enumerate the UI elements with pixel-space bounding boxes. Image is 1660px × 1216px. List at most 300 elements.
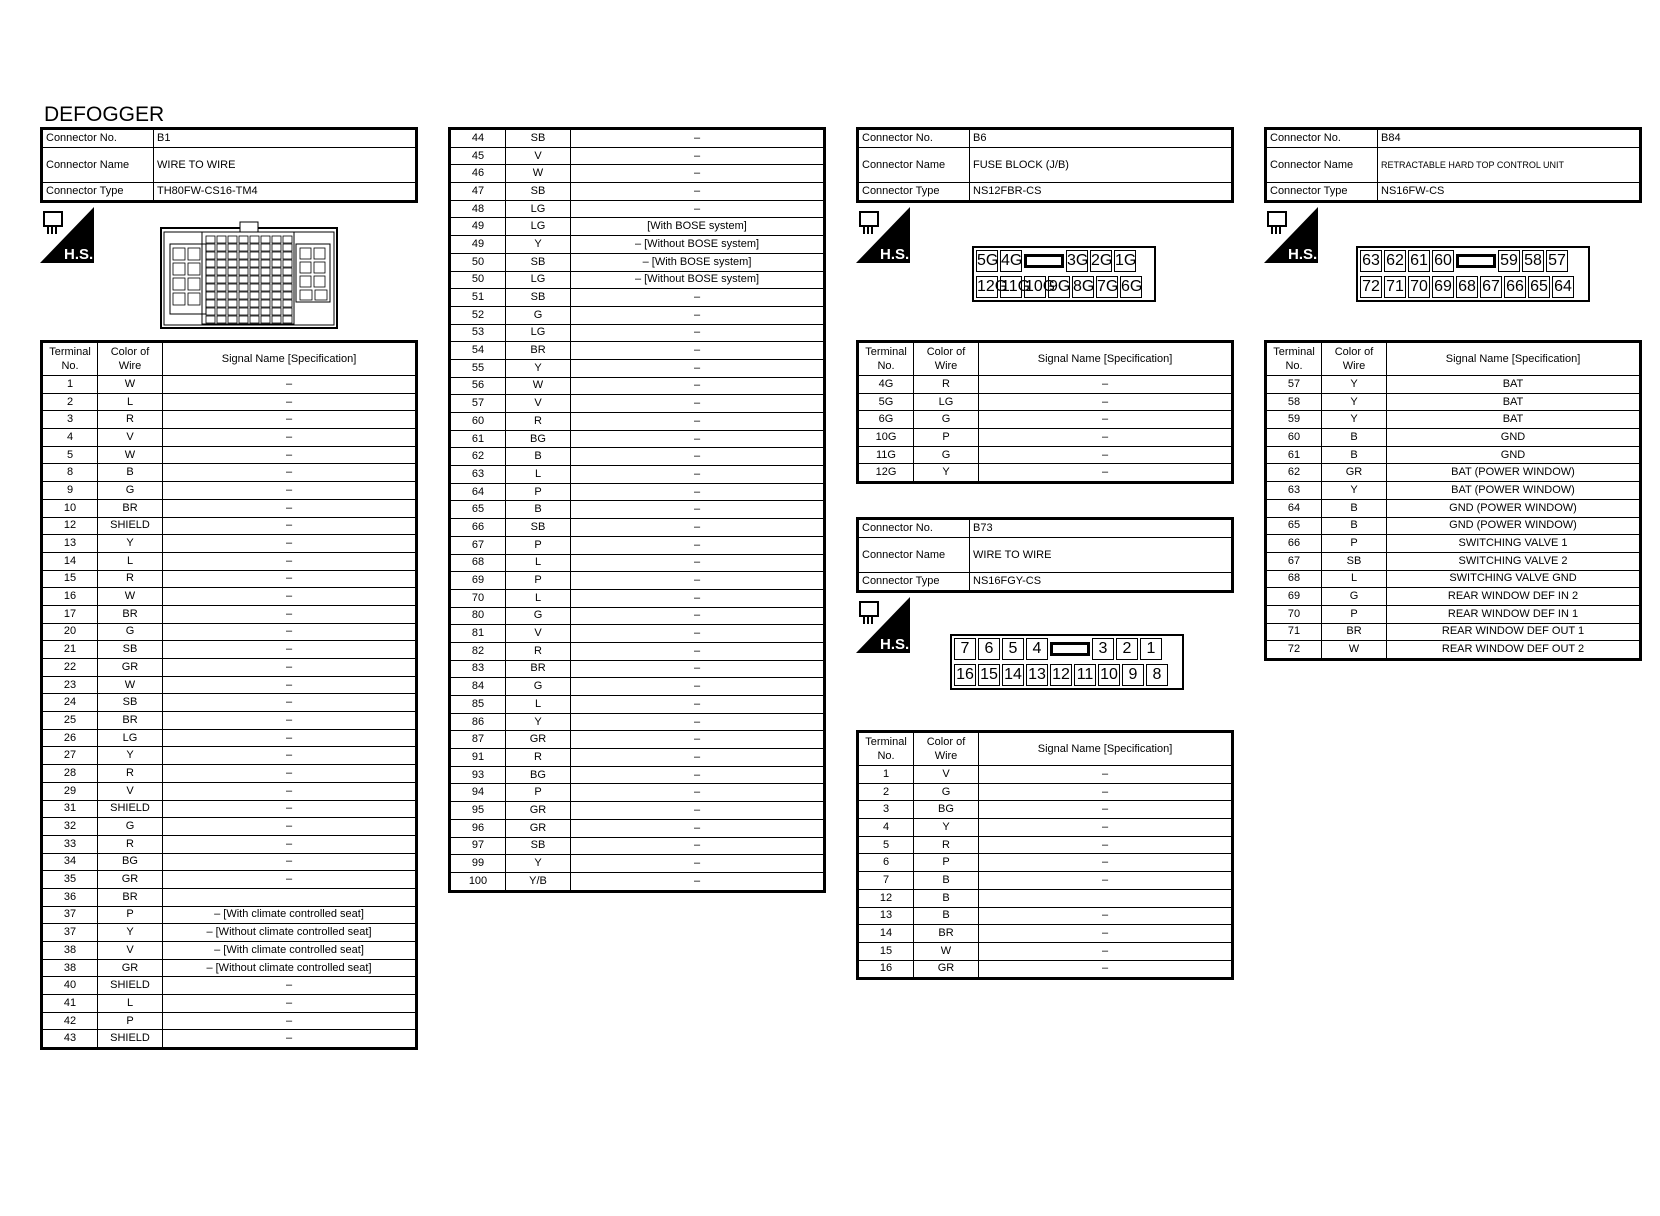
signal-cell: – — [571, 359, 825, 377]
signal-cell: – — [571, 342, 825, 360]
terminal-cell: 64 — [450, 483, 506, 501]
color-cell: W — [1322, 641, 1387, 660]
table-row — [42, 676, 417, 694]
color-cell: G — [98, 818, 163, 836]
terminal-cell: 53 — [450, 324, 506, 342]
table-row — [450, 466, 825, 484]
terminal-cell: 15 — [858, 942, 914, 960]
table-row — [42, 729, 417, 747]
color-header: Color of Wire — [1322, 342, 1387, 376]
terminal-cell: 20 — [42, 623, 98, 641]
color-cell: L — [506, 589, 571, 607]
terminal-cell: 87 — [450, 731, 506, 749]
table-row — [858, 464, 1233, 483]
connector-pin: 9 — [1122, 664, 1144, 686]
color-cell: B — [914, 907, 979, 925]
connector-lock — [1024, 254, 1064, 268]
signal-cell: – — [163, 623, 417, 641]
color-cell: Y — [914, 819, 979, 837]
table-row — [858, 801, 1233, 819]
signal-cell: – — [571, 696, 825, 714]
table-row — [450, 749, 825, 767]
b73-terminal-table — [856, 730, 1234, 980]
connector-pin: 6 — [978, 638, 1000, 660]
connector-pin: 2G — [1090, 250, 1112, 272]
terminal-cell: 63 — [1266, 482, 1322, 500]
conn-no-label: Connector No. — [858, 129, 970, 148]
signal-cell: REAR WINDOW DEF OUT 1 — [1387, 623, 1641, 641]
b84-info-table — [1264, 127, 1642, 203]
table-row — [450, 572, 825, 590]
color-header: Color of Wire — [98, 342, 163, 376]
color-cell: BG — [914, 801, 979, 819]
b1-type: TH80FW-CS16-TM4 — [154, 183, 417, 202]
signal-cell: – — [571, 642, 825, 660]
color-cell: B — [1322, 499, 1387, 517]
terminal-cell: 47 — [450, 183, 506, 201]
terminal-cell: 46 — [450, 165, 506, 183]
terminal-cell: 7 — [858, 872, 914, 890]
signal-cell: – — [571, 501, 825, 519]
table-row — [450, 218, 825, 236]
signal-cell: – — [163, 517, 417, 535]
terminal-cell: 62 — [450, 448, 506, 466]
terminal-cell: 40 — [42, 977, 98, 995]
terminal-cell: 57 — [1266, 376, 1322, 394]
table-row — [42, 995, 417, 1013]
color-cell: SHIELD — [98, 517, 163, 535]
signal-cell: – — [163, 765, 417, 783]
signal-cell: – — [571, 165, 825, 183]
b1-connector-diagram — [160, 220, 338, 332]
color-cell: Y — [98, 747, 163, 765]
conn-no-label: Connector No. — [1266, 129, 1378, 148]
color-cell: R — [98, 765, 163, 783]
table-row — [42, 871, 417, 889]
connector-pin: 13 — [1026, 664, 1048, 686]
color-cell: G — [506, 306, 571, 324]
terminal-cell: 4 — [42, 429, 98, 447]
color-cell: SHIELD — [98, 977, 163, 995]
color-cell: SHIELD — [98, 800, 163, 818]
color-cell: W — [914, 942, 979, 960]
signal-header: Signal Name [Specification] — [1387, 342, 1641, 376]
table-row — [42, 924, 417, 942]
table-row — [450, 678, 825, 696]
terminal-cell: 71 — [1266, 623, 1322, 641]
b1-no: B1 — [154, 129, 417, 148]
conn-no-label: Connector No. — [858, 519, 970, 538]
signal-cell: – — [163, 1012, 417, 1030]
table-row — [450, 501, 825, 519]
table-row — [1266, 535, 1641, 553]
connector-pin: 61 — [1408, 250, 1430, 272]
table-row — [858, 889, 1233, 907]
terminal-cell: 68 — [450, 554, 506, 572]
table-row — [42, 888, 417, 906]
table-row — [42, 641, 417, 659]
signal-cell: – — [571, 536, 825, 554]
signal-cell: – — [571, 430, 825, 448]
color-cell: W — [506, 165, 571, 183]
terminal-cell: 66 — [1266, 535, 1322, 553]
terminal-cell: 63 — [450, 466, 506, 484]
table-row — [450, 413, 825, 431]
signal-cell: – — [163, 800, 417, 818]
b84-type: NS16FW-CS — [1378, 183, 1641, 202]
table-row — [450, 129, 825, 148]
color-cell: P — [914, 854, 979, 872]
terminal-cell: 12G — [858, 464, 914, 483]
color-cell: BG — [98, 853, 163, 871]
table-row — [858, 783, 1233, 801]
connector-pin: 65 — [1528, 276, 1550, 298]
signal-cell: – [With climate controlled seat] — [163, 942, 417, 960]
terminal-cell: 80 — [450, 607, 506, 625]
terminal-cell: 67 — [1266, 552, 1322, 570]
table-row — [450, 589, 825, 607]
color-cell: SB — [506, 289, 571, 307]
signal-cell: – — [979, 783, 1233, 801]
table-row — [42, 499, 417, 517]
connector-pin: 5 — [1002, 638, 1024, 660]
color-cell: V — [98, 942, 163, 960]
terminal-cell: 12 — [42, 517, 98, 535]
color-cell: SB — [506, 837, 571, 855]
signal-cell: – — [163, 393, 417, 411]
table-row — [450, 855, 825, 873]
terminal-cell: 21 — [42, 641, 98, 659]
table-row — [450, 448, 825, 466]
connector-pin: 7 — [954, 638, 976, 660]
table-row — [858, 942, 1233, 960]
signal-cell: SWITCHING VALVE 1 — [1387, 535, 1641, 553]
harness-side-icon — [856, 207, 910, 263]
connector-pin: 67 — [1480, 276, 1502, 298]
connector-pin: 5G — [976, 250, 998, 272]
signal-cell: – — [571, 129, 825, 148]
color-cell: GR — [98, 871, 163, 889]
b73-info-table — [856, 517, 1234, 593]
color-cell: L — [506, 466, 571, 484]
b73-connector-face — [950, 634, 1184, 690]
terminal-cell: 23 — [42, 676, 98, 694]
signal-cell: – — [163, 712, 417, 730]
signal-cell: – — [163, 535, 417, 553]
signal-cell: – — [571, 607, 825, 625]
color-cell: BR — [506, 342, 571, 360]
table-row — [42, 659, 417, 677]
harness-side-icon — [856, 597, 910, 653]
color-cell: SB — [98, 641, 163, 659]
color-cell: Y/B — [506, 872, 571, 891]
signal-cell: – — [979, 942, 1233, 960]
table-row — [42, 765, 417, 783]
conn-name-label: Connector Name — [858, 538, 970, 573]
color-cell: R — [98, 570, 163, 588]
color-cell: GR — [98, 659, 163, 677]
signal-cell: REAR WINDOW DEF IN 2 — [1387, 588, 1641, 606]
terminal-cell: 93 — [450, 766, 506, 784]
b1-terminal-table-2 — [448, 127, 826, 893]
terminal-header: Terminal No. — [1266, 342, 1322, 376]
terminal-cell: 24 — [42, 694, 98, 712]
color-cell: V — [98, 782, 163, 800]
signal-cell: – — [979, 925, 1233, 943]
connector-pin: 63 — [1360, 250, 1382, 272]
table-row — [42, 800, 417, 818]
color-cell: LG — [914, 393, 979, 411]
color-cell: Y — [506, 713, 571, 731]
terminal-cell: 35 — [42, 871, 98, 889]
signal-cell: – [Without BOSE system] — [571, 271, 825, 289]
table-row — [1266, 411, 1641, 429]
color-cell: G — [914, 411, 979, 429]
conn-type-label: Connector Type — [42, 183, 154, 202]
color-cell: B — [914, 872, 979, 890]
signal-cell: – — [571, 519, 825, 537]
connector-pin: 4G — [1000, 250, 1022, 272]
b84-name: RETRACTABLE HARD TOP CONTROL UNIT — [1378, 148, 1641, 183]
connector-pin: 69 — [1432, 276, 1454, 298]
terminal-cell: 66 — [450, 519, 506, 537]
signal-cell: – — [571, 466, 825, 484]
color-cell: LG — [506, 218, 571, 236]
terminal-cell: 42 — [42, 1012, 98, 1030]
signal-cell: – [Without climate controlled seat] — [163, 924, 417, 942]
table-row — [858, 925, 1233, 943]
terminal-cell: 96 — [450, 819, 506, 837]
signal-cell: – — [571, 413, 825, 431]
table-row — [42, 446, 417, 464]
signal-cell: – — [979, 376, 1233, 394]
signal-cell: – — [979, 464, 1233, 483]
color-cell: L — [98, 552, 163, 570]
terminal-cell: 10 — [42, 499, 98, 517]
terminal-cell: 27 — [42, 747, 98, 765]
signal-cell: – — [979, 960, 1233, 979]
terminal-cell: 44 — [450, 129, 506, 148]
table-row — [450, 713, 825, 731]
color-cell: G — [914, 446, 979, 464]
table-row — [450, 147, 825, 165]
b6-name: FUSE BLOCK (J/B) — [970, 148, 1233, 183]
color-cell: V — [506, 625, 571, 643]
conn-name-label: Connector Name — [858, 148, 970, 183]
terminal-cell: 95 — [450, 802, 506, 820]
connector-pin: 59 — [1498, 250, 1520, 272]
signal-cell: – — [571, 448, 825, 466]
table-row — [450, 306, 825, 324]
color-cell: Y — [1322, 393, 1387, 411]
table-row — [450, 395, 825, 413]
terminal-cell: 84 — [450, 678, 506, 696]
terminal-cell: 67 — [450, 536, 506, 554]
signal-cell: – — [163, 729, 417, 747]
table-row — [450, 837, 825, 855]
color-cell: BR — [98, 499, 163, 517]
signal-cell: – — [571, 324, 825, 342]
color-cell: SB — [506, 253, 571, 271]
terminal-cell: 61 — [450, 430, 506, 448]
color-cell: Y — [1322, 482, 1387, 500]
terminal-cell: 62 — [1266, 464, 1322, 482]
terminal-cell: 5 — [858, 836, 914, 854]
conn-type-label: Connector Type — [858, 183, 970, 202]
terminal-cell: 26 — [42, 729, 98, 747]
table-row — [450, 784, 825, 802]
signal-header: Signal Name [Specification] — [979, 342, 1233, 376]
signal-cell: – [Without BOSE system] — [571, 236, 825, 254]
table-row — [450, 342, 825, 360]
signal-cell: – — [163, 482, 417, 500]
connector-pin: 12 — [1050, 664, 1072, 686]
table-row — [858, 854, 1233, 872]
table-row — [42, 376, 417, 394]
table-row — [42, 906, 417, 924]
table-row — [858, 376, 1233, 394]
table-row — [42, 942, 417, 960]
connector-pin: 71 — [1384, 276, 1406, 298]
terminal-cell: 68 — [1266, 570, 1322, 588]
signal-cell: – — [571, 660, 825, 678]
table-row — [42, 747, 417, 765]
terminal-cell: 57 — [450, 395, 506, 413]
terminal-cell: 56 — [450, 377, 506, 395]
table-row — [450, 430, 825, 448]
table-row — [42, 853, 417, 871]
table-row — [450, 183, 825, 201]
b6-no: B6 — [970, 129, 1233, 148]
signal-cell: – — [979, 819, 1233, 837]
svg-text:H.S.: H.S. — [880, 246, 910, 263]
terminal-cell: 3 — [42, 411, 98, 429]
table-row — [450, 289, 825, 307]
color-cell: B — [914, 889, 979, 907]
connector-pin: 11 — [1074, 664, 1096, 686]
terminal-cell: 34 — [42, 853, 98, 871]
signal-cell: – — [979, 766, 1233, 784]
terminal-cell: 60 — [450, 413, 506, 431]
signal-cell: – — [571, 678, 825, 696]
table-row — [450, 359, 825, 377]
signal-cell: – — [571, 625, 825, 643]
terminal-cell: 50 — [450, 271, 506, 289]
connector-pin: 16 — [954, 664, 976, 686]
connector-pin: 70 — [1408, 276, 1430, 298]
b73-name: WIRE TO WIRE — [970, 538, 1233, 573]
color-cell: G — [98, 623, 163, 641]
terminal-cell: 4 — [858, 819, 914, 837]
color-cell: SB — [506, 183, 571, 201]
b73-no: B73 — [970, 519, 1233, 538]
table-row — [450, 324, 825, 342]
table-row — [1266, 376, 1641, 394]
color-cell: W — [98, 588, 163, 606]
color-cell: BG — [506, 430, 571, 448]
b1-terminal-table-1 — [40, 340, 418, 1050]
connector-pin: 6G — [1120, 276, 1142, 298]
color-cell: Y — [914, 464, 979, 483]
table-row — [42, 429, 417, 447]
color-header: Color of Wire — [914, 342, 979, 376]
terminal-cell: 22 — [42, 659, 98, 677]
table-row — [42, 782, 417, 800]
color-cell: V — [506, 147, 571, 165]
table-row — [858, 836, 1233, 854]
terminal-cell: 50 — [450, 253, 506, 271]
color-cell: P — [506, 483, 571, 501]
table-row — [450, 731, 825, 749]
terminal-cell: 1 — [858, 766, 914, 784]
table-row — [42, 605, 417, 623]
connector-pin: 68 — [1456, 276, 1478, 298]
signal-cell: – — [163, 694, 417, 712]
table-row — [858, 766, 1233, 784]
color-cell: P — [98, 1012, 163, 1030]
terminal-cell: 15 — [42, 570, 98, 588]
connector-lock — [1456, 254, 1496, 268]
terminal-cell: 91 — [450, 749, 506, 767]
signal-cell: – — [571, 855, 825, 873]
signal-cell: – — [163, 977, 417, 995]
signal-cell: – — [571, 872, 825, 891]
color-cell: R — [506, 413, 571, 431]
table-row — [42, 712, 417, 730]
signal-cell: SWITCHING VALVE GND — [1387, 570, 1641, 588]
color-cell: GR — [506, 819, 571, 837]
color-cell: R — [98, 411, 163, 429]
signal-cell: – [With climate controlled seat] — [163, 906, 417, 924]
color-cell: R — [506, 749, 571, 767]
color-cell: Y — [98, 924, 163, 942]
signal-header: Signal Name [Specification] — [163, 342, 417, 376]
signal-cell: – — [979, 801, 1233, 819]
table-row — [858, 411, 1233, 429]
color-cell: SHIELD — [98, 1030, 163, 1049]
harness-side-icon — [1264, 207, 1318, 263]
table-row — [42, 1030, 417, 1049]
terminal-cell: 28 — [42, 765, 98, 783]
table-row — [42, 393, 417, 411]
svg-text:H.S.: H.S. — [880, 636, 910, 653]
signal-cell: – — [571, 749, 825, 767]
signal-cell: – — [571, 306, 825, 324]
color-cell: R — [506, 642, 571, 660]
connector-pin: 1G — [1114, 250, 1136, 272]
table-row — [450, 165, 825, 183]
color-cell: Y — [98, 535, 163, 553]
color-cell: BR — [98, 712, 163, 730]
terminal-cell: 49 — [450, 236, 506, 254]
table-row — [450, 696, 825, 714]
signal-cell — [163, 888, 417, 906]
signal-cell: GND (POWER WINDOW) — [1387, 499, 1641, 517]
connector-pin: 62 — [1384, 250, 1406, 272]
b1-info-table — [40, 127, 418, 203]
table-row — [1266, 517, 1641, 535]
connector-pin: 8 — [1146, 664, 1168, 686]
terminal-cell: 69 — [1266, 588, 1322, 606]
connector-pin: 58 — [1522, 250, 1544, 272]
signal-cell: – — [163, 659, 417, 677]
terminal-cell: 49 — [450, 218, 506, 236]
conn-type-label: Connector Type — [1266, 183, 1378, 202]
terminal-cell: 1 — [42, 376, 98, 394]
color-cell: L — [1322, 570, 1387, 588]
connector-pin: 10 — [1098, 664, 1120, 686]
conn-no-label: Connector No. — [42, 129, 154, 148]
